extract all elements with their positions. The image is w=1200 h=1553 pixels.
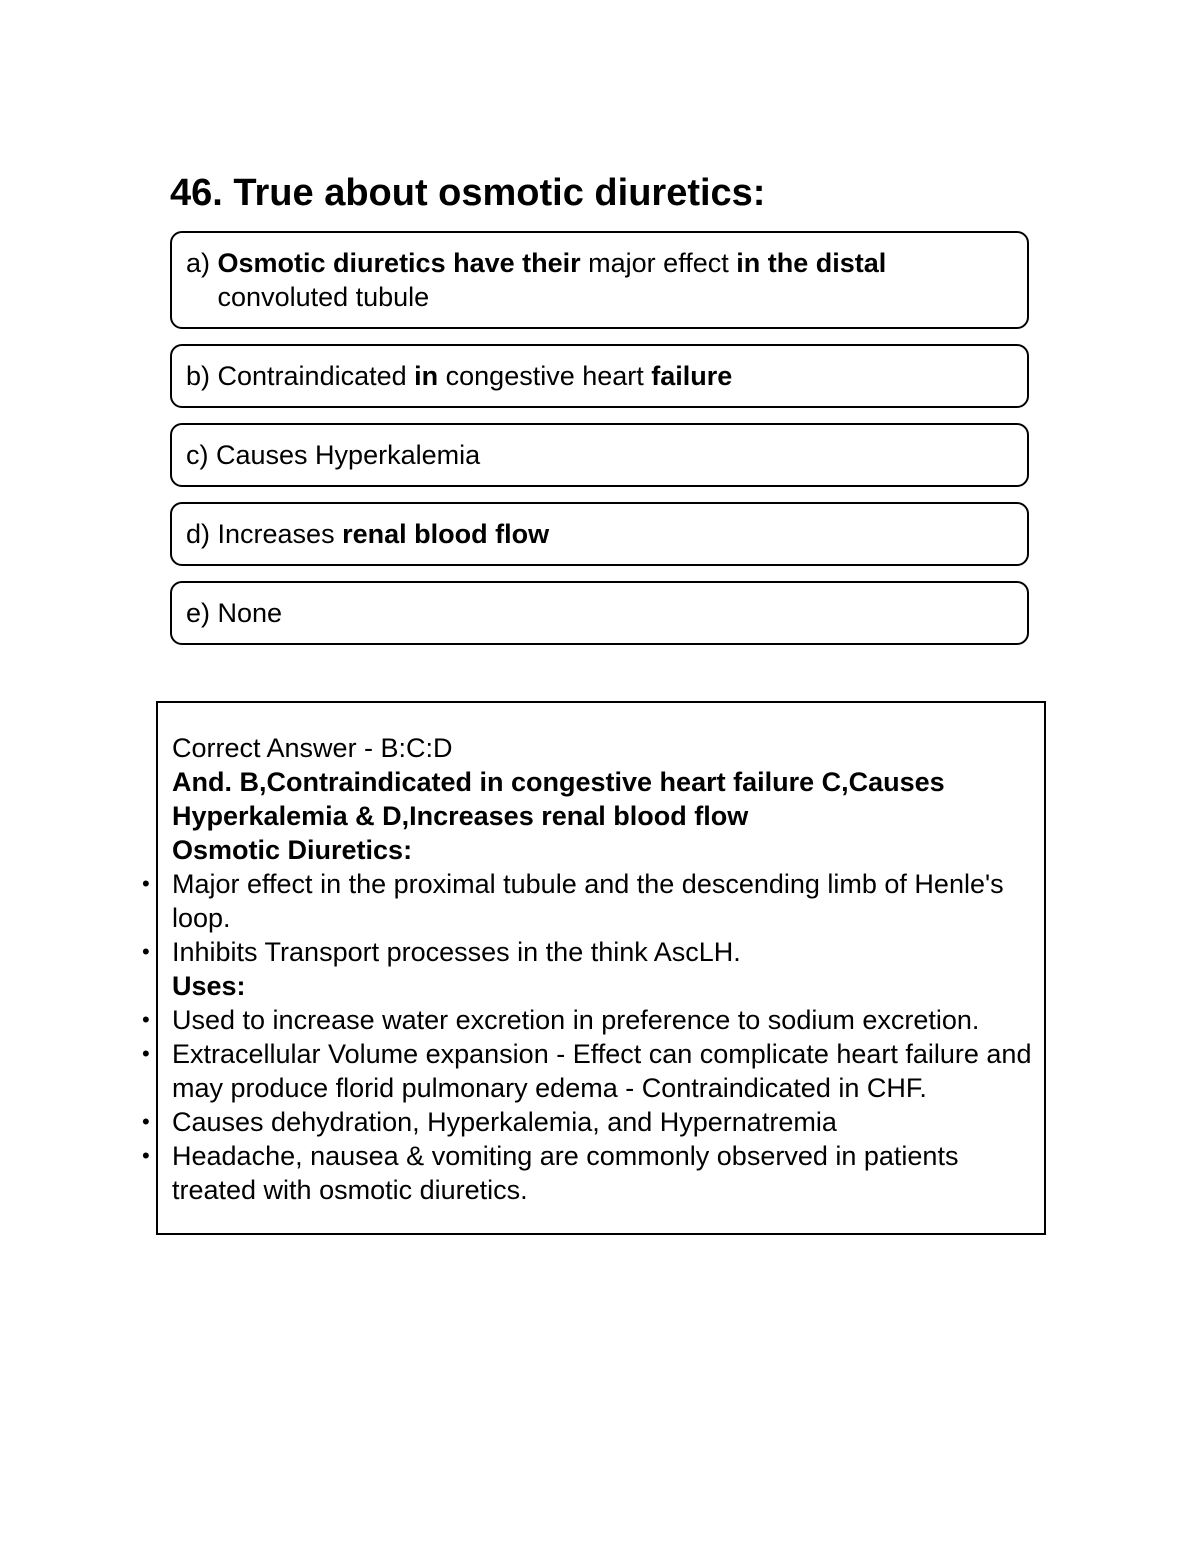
bullet-text: Causes dehydration, Hyperkalemia, and Hypernatremia — [172, 1107, 837, 1137]
answer-box — [142, 701, 1046, 1235]
option-text-bold: in the distal — [736, 248, 887, 278]
list-item — [142, 867, 1032, 935]
list-item — [142, 935, 1032, 969]
bullet-icon: • — [142, 1143, 150, 1168]
bullet-icon: • — [142, 939, 150, 964]
option-text: major effect — [580, 248, 737, 278]
option-a[interactable] — [170, 231, 1029, 329]
bullet-text: Extracellular Volume expansion - Effect can complicate heart failure and may produce florid pulmonary edema - Contraindicated in CHF. — [172, 1039, 1032, 1103]
bullet-text: Major effect in the proximal tubule and the descending limb of Henle's loop. — [172, 869, 1004, 933]
bullet-text: Used to increase water excretion in preference to sodium excretion. — [172, 1005, 980, 1035]
answer-explanation: And. B,Contraindicated in congestive heart failure C,Causes Hyperkalemia & D,Increases renal blood flow — [172, 767, 945, 831]
option-letter: d) — [186, 519, 211, 549]
option-text: convoluted tubule — [217, 282, 430, 312]
bullet-icon: • — [142, 1109, 150, 1134]
option-letter: e) — [186, 598, 211, 628]
list-item — [142, 1003, 1032, 1037]
bullet-list-mechanism — [142, 867, 1032, 969]
option-text-bold: in — [414, 361, 439, 391]
bullet-icon: • — [142, 1007, 150, 1032]
correct-answer: Correct Answer - B:C:D — [172, 733, 453, 763]
option-d[interactable] — [170, 502, 1029, 566]
option-c[interactable] — [170, 423, 1029, 487]
bullet-list-uses — [142, 1003, 1032, 1207]
option-text-bold: Osmotic diuretics have their — [217, 248, 581, 278]
option-text-bold: failure — [651, 361, 733, 391]
bullet-text: Headache, nausea & vomiting are commonly observed in patients treated with osmotic diuretics. — [172, 1141, 959, 1205]
option-letter: c) — [186, 440, 209, 470]
option-text: None — [210, 598, 283, 628]
section-heading-osmotic-diuretics: Osmotic Diuretics: — [172, 835, 413, 865]
list-item — [142, 1105, 1032, 1139]
list-item — [142, 1037, 1032, 1105]
list-item — [142, 1139, 1032, 1207]
option-letter: b) — [186, 361, 211, 391]
question-title: 46. True about osmotic diuretics: — [170, 172, 766, 214]
option-letter: a) — [186, 248, 211, 278]
option-text: Causes Hyperkalemia — [208, 440, 481, 470]
option-text: Contraindicated — [210, 361, 415, 391]
option-a-text — [218, 246, 978, 314]
option-b[interactable] — [170, 344, 1029, 408]
bullet-text: Inhibits Transport processes in the think AscLH. — [172, 937, 741, 967]
bullet-icon: • — [142, 1041, 150, 1066]
bullet-icon: • — [142, 871, 150, 896]
section-heading-uses: Uses: — [172, 971, 246, 1001]
option-text: Increases — [210, 519, 343, 549]
answer-content — [142, 731, 1032, 1207]
option-text-bold: renal blood flow — [342, 519, 550, 549]
option-text: congestive heart — [438, 361, 652, 391]
option-e[interactable] — [170, 581, 1029, 645]
